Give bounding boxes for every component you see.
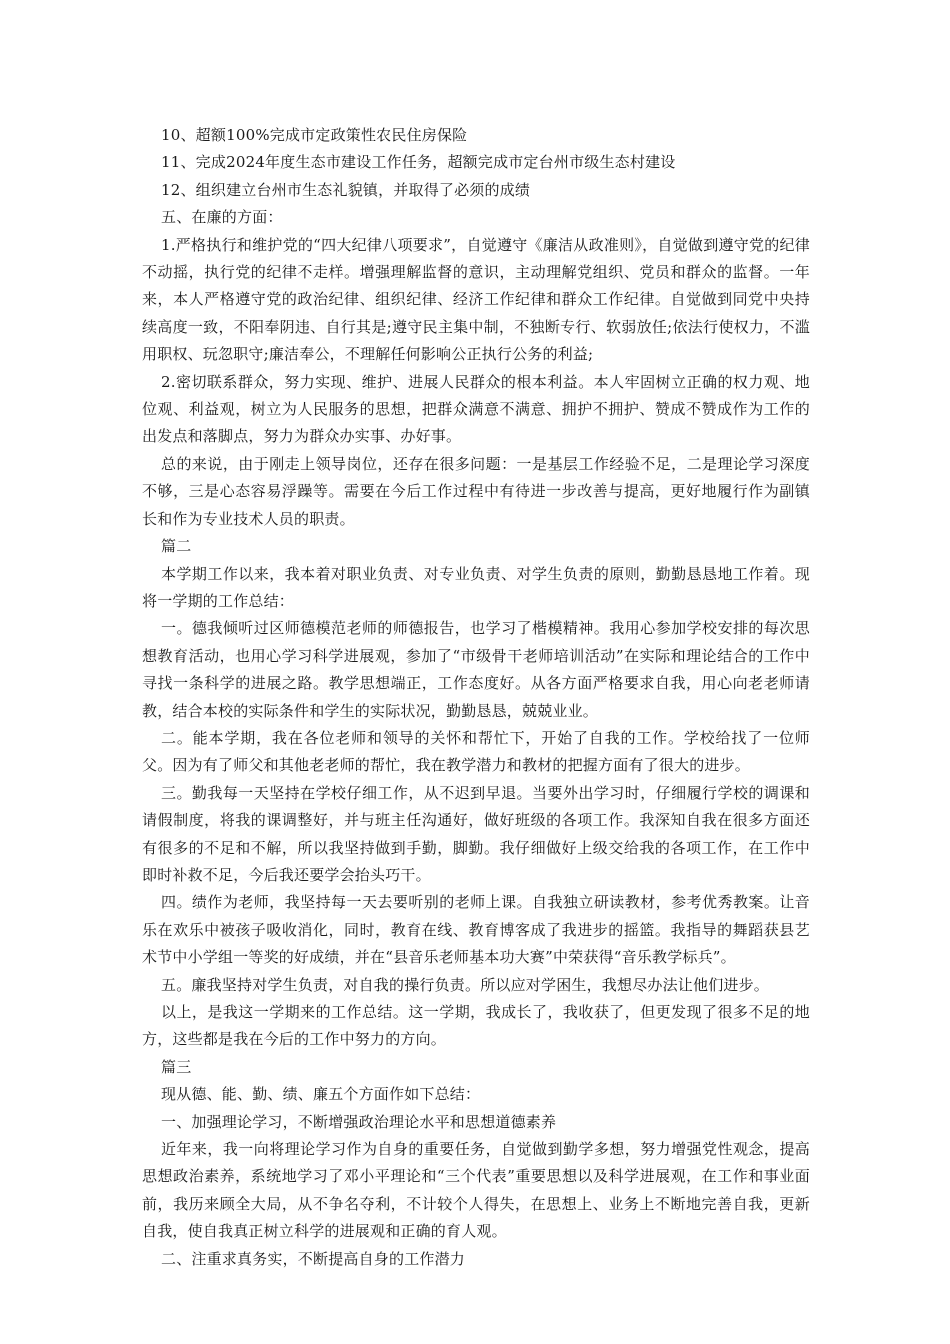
paragraph-ability: 二。能本学期，我在各位老师和领导的关怀和帮忙下，开始了自我的工作。学校给找了一位师父。因为有了师父和其他老老师的帮忙，我在教学潜力和教材的把握方面有了很大的进步。 xyxy=(142,728,810,775)
section-heading-integrity: 五、在廉的方面： xyxy=(161,208,283,227)
section-heading-part-two: 篇二 xyxy=(161,537,192,556)
paragraph-intro-two: 本学期工作以来，我本着对职业负责、对专业负责、对学生负责的原则，勤勤恳恳地工作着。现将一学期的工作总结： xyxy=(142,564,810,610)
paragraph-honesty: 五。廉我坚持对学生负责，对自我的操行负责。所以应对学困生，我想尽办法让他们进步。 xyxy=(161,975,770,994)
section-heading-part-three: 篇三 xyxy=(161,1057,192,1076)
subheading-theory-study: 一、加强理论学习，不断增强政治理论水平和思想道德素养 xyxy=(161,1112,557,1131)
paragraph-diligence: 三。勤我每一天坚持在学校仔细工作，从不迟到早退。当要外出学习时，仔细履行学校的调课和请假制度，将我的课调整好，并与班主任沟通好，做好班级的各项工作。我深知自我在很多方面还有很多的不足和不解，所以我坚持做到手勤，脚勤。我仔细做好上级交给我的各项工作，在工作中即时补救不足，今后我还要学会抬头巧干。 xyxy=(142,783,810,884)
document-body xyxy=(142,122,810,1273)
paragraph-theory-study: 近年来，我一向将理论学习作为自身的重要任务，自觉做到勤学多想，努力增强党性观念，提高思想政治素养，系统地学习了邓小平理论和“三个代表”重要思想以及科学进展观，在工作和事业面前，我历来顾全大局，从不争名夺利，不计较个人得失，在思想上、业务上不断地完善自我，更新自我，使自我真正树立科学的进展观和正确的育人观。 xyxy=(142,1140,810,1241)
paragraph-achievement: 四。绩作为老师，我坚持每一天去要听别的老师上课。自我独立研读教材，参考优秀教案。让音乐在欢乐中被孩子吸收消化，同时，教育在线、教育博客成了我进步的摇篮。我指导的舞蹈获县艺术节中小学组一等奖的好成绩，并在“县音乐老师基本功大赛”中荣获得“音乐教学标兵”。 xyxy=(142,893,810,967)
paragraph-item-12: 12、组织建立台州市生态礼貌镇，并取得了必须的成绩 xyxy=(161,180,531,199)
paragraph-intro-three: 现从德、能、勤、绩、廉五个方面作如下总结： xyxy=(161,1085,481,1104)
paragraph-item-11: 11、完成2024年度生态市建设工作任务，超额完成市定台州市级生态村建设 xyxy=(161,153,676,172)
paragraph-conclusion-two: 以上，是我这一学期来的工作总结。这一学期，我成长了，我收获了，但更发现了很多不足的地方，这些都是我在今后的工作中努力的方向。 xyxy=(142,1003,810,1049)
paragraph-masses: 2.密切联系群众，努力实现、维护、进展人民群众的根本利益。本人牢固树立正确的权力观、地位观、利益观，树立为人民服务的思想，把群众满意不满意、拥护不拥护、赞成不赞成作为工作的出发点和落脚点，努力为群众办实事、办好事。 xyxy=(142,372,810,446)
subheading-practical-work: 二、注重求真务实，不断提高自身的工作潜力 xyxy=(161,1249,466,1268)
paragraph-discipline: 1.严格执行和维护党的“四大纪律八项要求”，自觉遵守《廉洁从政准则》，自觉做到遵守党的纪律不动摇，执行党的纪律不走样。增强理解监督的意识，主动理解党组织、党员和群众的监督。一年来，本人严格遵守党的政治纪律、组织纪律、经济工作纪律和群众工作纪律。自觉做到同党中央持续高度一致，不阳奉阴违、自行其是;遵守民主集中制，不独断专行、软弱放任;依法行使权力，不滥用职权、玩忽职守;廉洁奉公，不理解任何影响公正执行公务的利益; xyxy=(142,235,810,364)
paragraph-morality: 一。德我倾听过区师德模范老师的师德报告，也学习了楷模精神。我用心参加学校安排的每次思想教育活动，也用心学习科学进展观，参加了“市级骨干老师培训活动”在实际和理论结合的工作中寻找一条科学的进展之路。教学思想端正，工作态度好。从各方面严格要求自我，用心向老老师请教，结合本校的实际条件和学生的实际状况，勤勤恳恳，兢兢业业。 xyxy=(142,619,810,720)
paragraph-summary: 总的来说，由于刚走上领导岗位，还存在很多问题：一是基层工作经验不足，二是理论学习深度不够，三是心态容易浮躁等。需要在今后工作过程中有待进一步改善与提高，更好地履行作为副镇长和作为专业技术人员的职责。 xyxy=(142,454,810,528)
paragraph-item-10: 10、超额100%完成市定政策性农民住房保险 xyxy=(161,126,468,144)
